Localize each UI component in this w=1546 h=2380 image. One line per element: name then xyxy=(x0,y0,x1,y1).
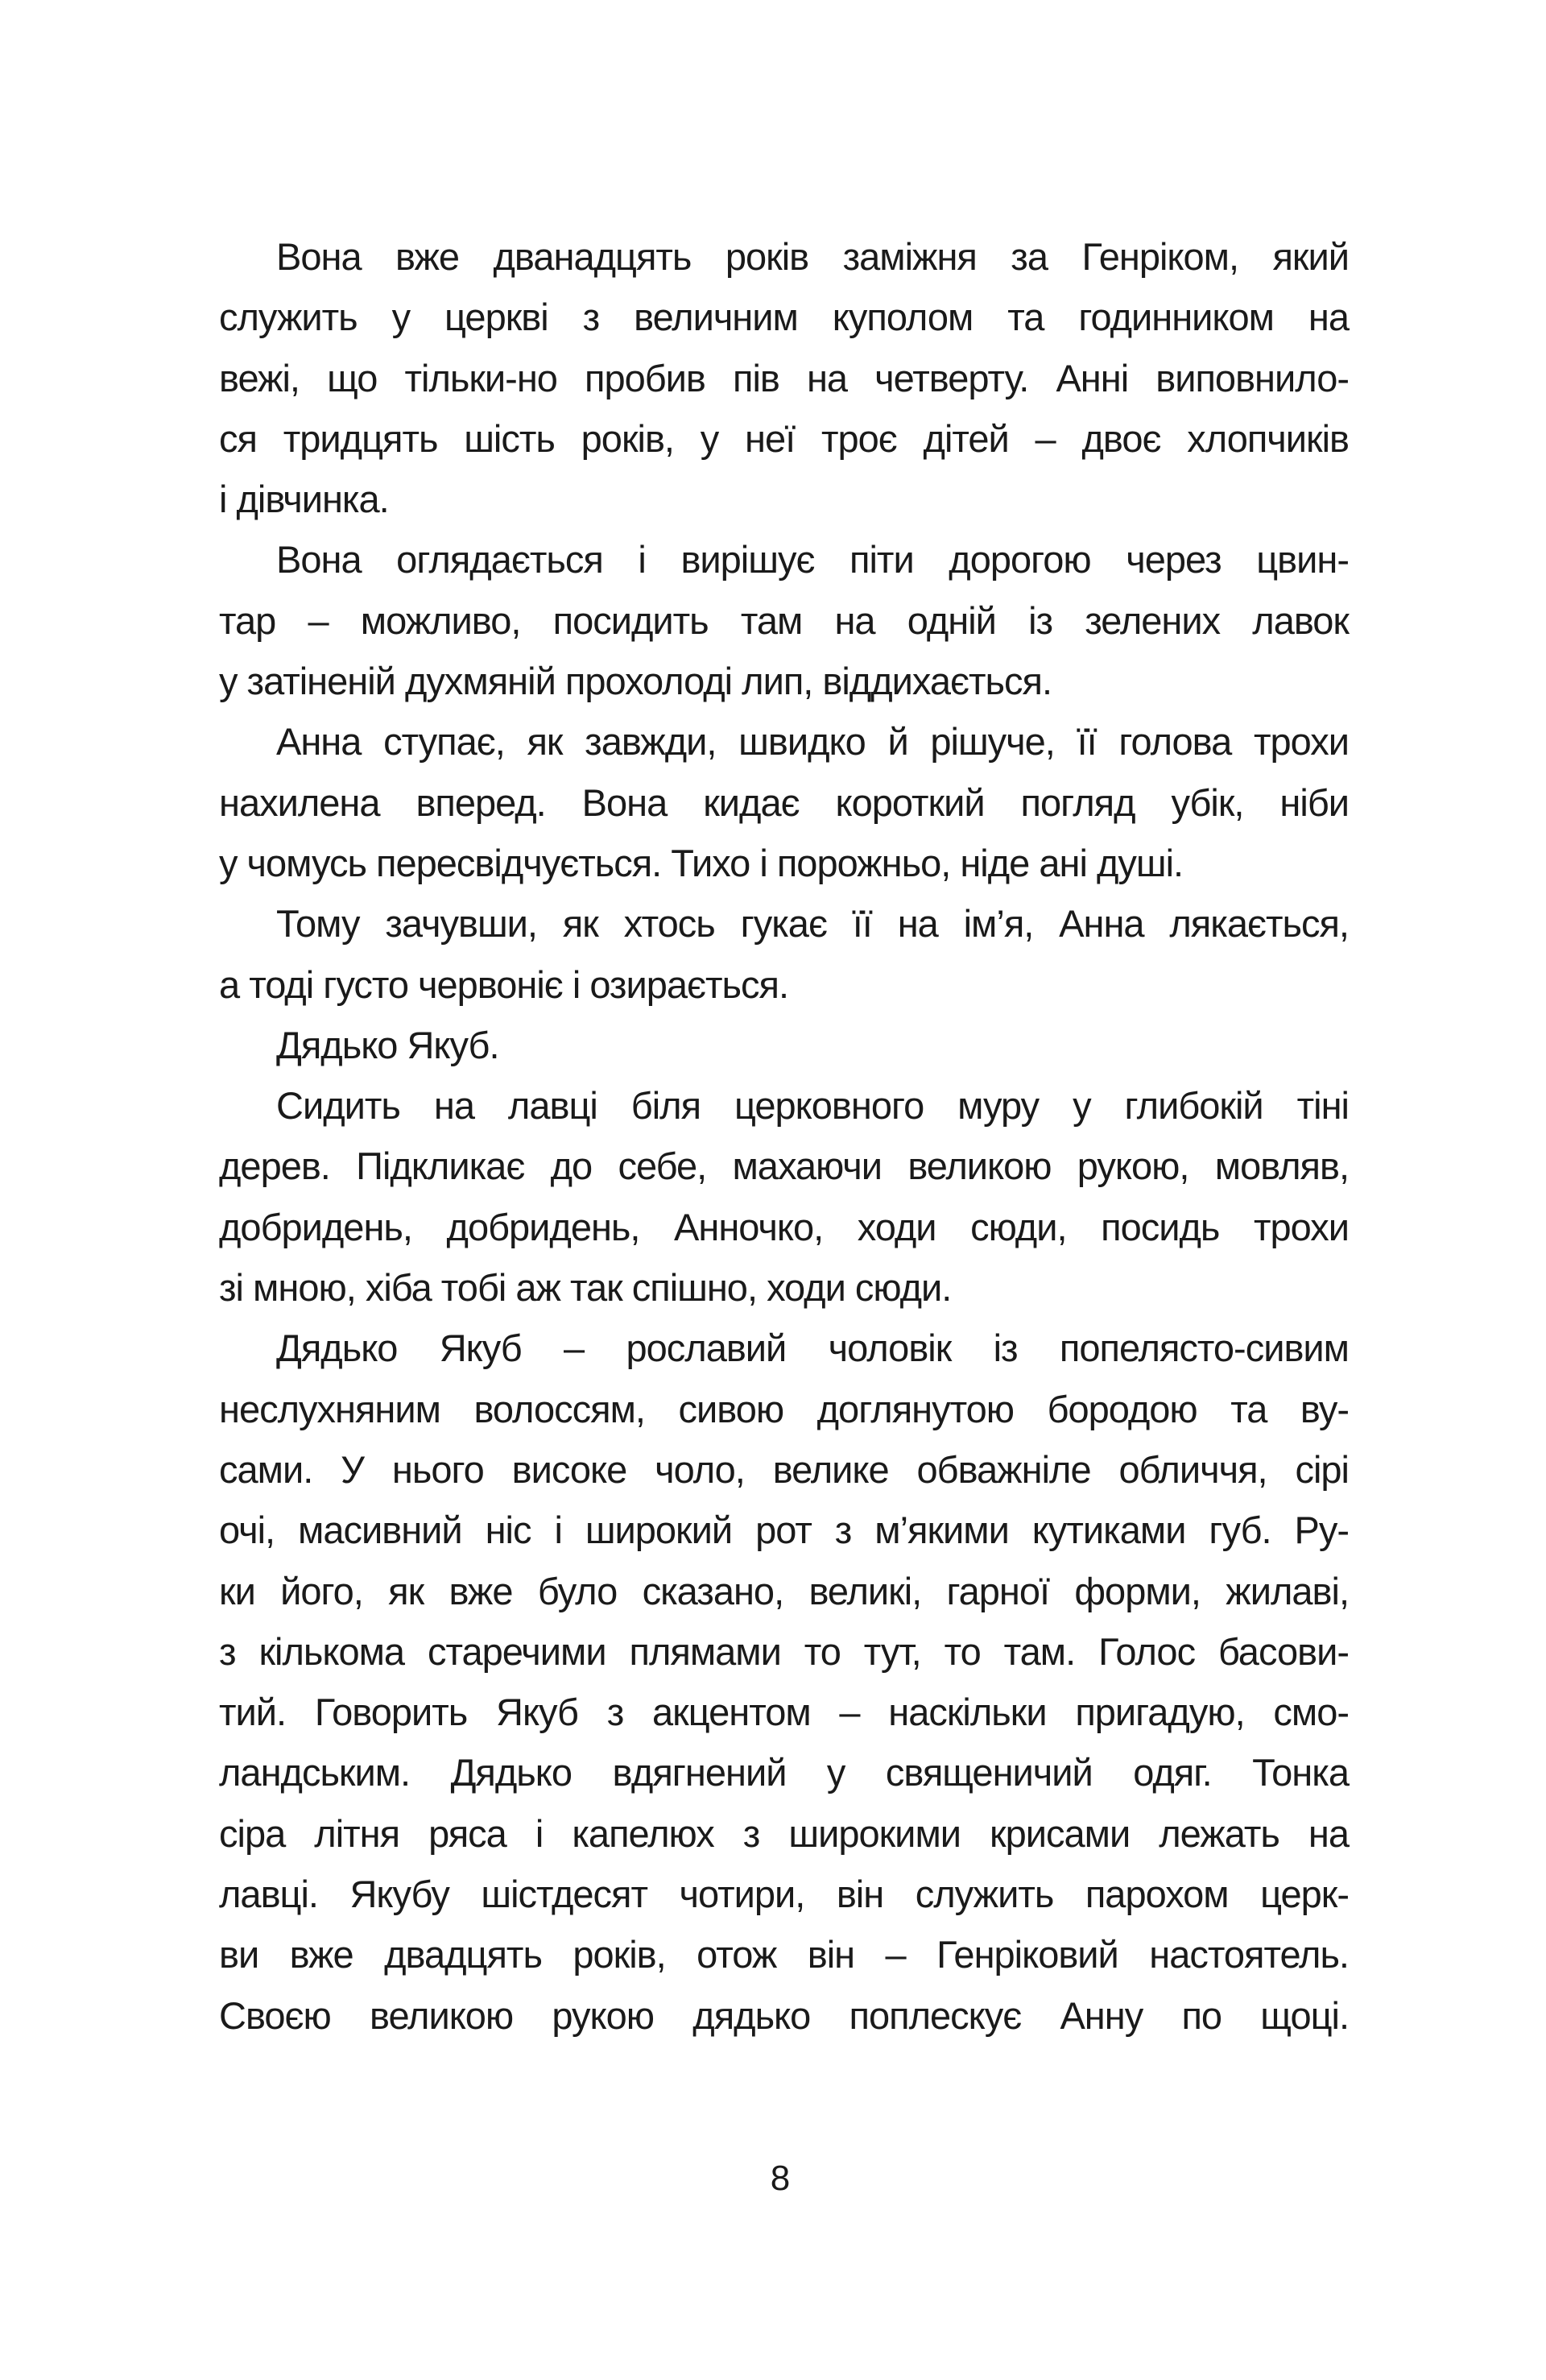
text-line: ся тридцять шість років, у неї троє дітей – двоє хлопчиків xyxy=(219,416,1349,460)
text-line: Тому зачувши, як хтось гукає її на ім’я, Анна лякається, xyxy=(276,902,1349,946)
text-line: лавці. Якубу шістдесят чотири, він служить парохом церк- xyxy=(219,1873,1349,1916)
text-line: і дівчинка. xyxy=(219,478,389,521)
text-line: зі мною, хіба тобі аж так спішно, ходи сюди. xyxy=(219,1266,952,1310)
text-line: добридень, добридень, Анночко, ходи сюди, посидь трохи xyxy=(219,1205,1349,1248)
text-line: ви вже двадцять років, отож він – Генріковий настоятель. xyxy=(219,1933,1349,1976)
text-line: ки його, як вже було сказано, великі, гарної форми, жилаві, xyxy=(219,1569,1349,1612)
text-line: тар – можливо, посидить там на одній із зелених лавок xyxy=(219,598,1349,642)
text-line: сіра літня ряса і капелюх з широкими крисами лежать на xyxy=(219,1811,1349,1855)
text-line: Дядько Якуб – рославий чоловік із попелясто-сивим xyxy=(276,1327,1349,1370)
text-line: очі, масивний ніс і широкий рот з м’якими кутиками губ. Ру- xyxy=(219,1509,1349,1552)
text-line: Анна ступає, як завжди, швидко й рішуче, її голова трохи xyxy=(276,720,1349,764)
body-text xyxy=(219,226,1349,2046)
text-line: Своєю великою рукою дядько поплескує Анну по щоці. xyxy=(219,1993,1349,2037)
text-line: Вона оглядається і вирішує піти дорогою через цвин- xyxy=(276,538,1349,582)
page-number: 8 xyxy=(770,2159,791,2198)
text-line: Вона вже дванадцять років заміжня за Генріком, який xyxy=(276,235,1349,278)
text-line: Сидить на лавці біля церковного муру у глибокій тіні xyxy=(276,1084,1349,1128)
text-line: у затіненій духмяній прохолоді лип, віддихається. xyxy=(219,660,1052,703)
text-line: у чомусь пересвідчується. Тихо і порожньо, ніде ані душі. xyxy=(219,841,1184,884)
text-line: Дядько Якуб. xyxy=(276,1023,499,1066)
text-line: сами. У нього високе чоло, велике обважніле обличчя, сірі xyxy=(219,1447,1349,1491)
text-line: з кількома старечими плямами то тут, то там. Голос басови- xyxy=(219,1629,1349,1673)
text-line: неслухняним волоссям, сивою доглянутою бородою та ву- xyxy=(219,1387,1349,1430)
text-line: тий. Говорить Якуб з акцентом – наскільки пригадую, смо- xyxy=(219,1691,1349,1734)
text-line: нахилена вперед. Вона кидає короткий погляд убік, ніби xyxy=(219,780,1349,824)
text-line: а тоді густо червоніє і озирається. xyxy=(219,962,789,1006)
text-line: служить у церкві з величним куполом та годинником на xyxy=(219,296,1349,339)
text-line: ландським. Дядько вдягнений у священичий одяг. Тонка xyxy=(219,1751,1349,1794)
text-line: вежі, що тільки-но пробив пів на четверту. Анні виповнило- xyxy=(219,356,1349,399)
text-line: дерев. Підкликає до себе, махаючи великою рукою, мовляв, xyxy=(219,1144,1349,1188)
